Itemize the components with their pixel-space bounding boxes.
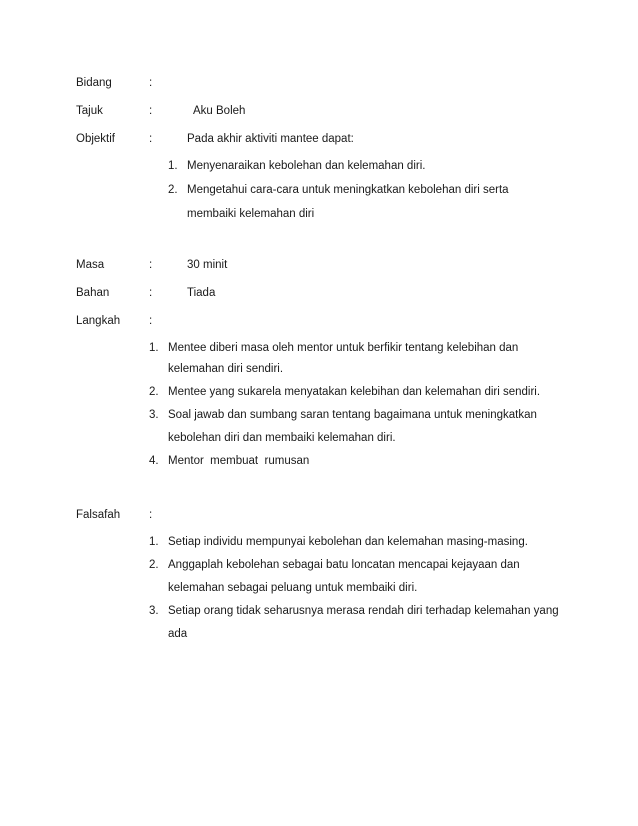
list-text: Menyenaraikan kebolehan dan kelemahan diri. <box>187 160 426 172</box>
field-langkah <box>0 313 638 329</box>
langkah-colon: : <box>149 315 153 327</box>
list-text: kelemahan sebagai peluang untuk membaiki diri. <box>168 582 418 594</box>
bidang-label: Bidang <box>76 77 112 89</box>
list-number: 1. <box>149 536 159 548</box>
bahan-value: Tiada <box>187 287 216 299</box>
field-bidang <box>0 75 638 91</box>
list-item <box>0 603 638 619</box>
list-number: 3. <box>149 409 159 421</box>
list-item <box>0 557 638 573</box>
bahan-colon: : <box>149 287 153 299</box>
masa-value: 30 minit <box>187 259 228 271</box>
field-objektif <box>0 131 638 147</box>
field-falsafah <box>0 507 638 523</box>
list-text: membaiki kelemahan diri <box>187 208 315 220</box>
list-item-continuation <box>0 206 638 222</box>
list-text: ada <box>168 628 188 640</box>
list-text: Mentor membuat rumusan <box>168 455 310 467</box>
list-item <box>0 384 638 400</box>
list-text: kelemahan diri sendiri. <box>168 363 284 375</box>
list-text: kebolehan diri dan membaiki kelemahan diri. <box>168 432 396 444</box>
list-item <box>0 453 638 469</box>
list-item <box>0 182 638 198</box>
list-text: Mentee diberi masa oleh mentor untuk berfikir tentang kelebihan dan <box>168 342 519 354</box>
masa-label: Masa <box>76 259 105 271</box>
list-text: Setiap orang tidak seharusnya merasa rendah diri terhadap kelemahan yang <box>168 605 559 617</box>
tajuk-colon: : <box>149 105 153 117</box>
list-text: Mengetahui cara-cara untuk meningkatkan kebolehan diri serta <box>187 184 509 196</box>
list-number: 1. <box>149 342 159 354</box>
list-item-continuation <box>0 580 638 596</box>
list-item-continuation <box>0 430 638 446</box>
list-item <box>0 407 638 423</box>
list-item <box>0 340 638 356</box>
list-number: 2. <box>168 184 178 196</box>
tajuk-value: Aku Boleh <box>193 105 246 117</box>
list-item-continuation <box>0 626 638 642</box>
field-masa <box>0 257 638 273</box>
falsafah-label: Falsafah <box>76 509 121 521</box>
field-bahan <box>0 285 638 301</box>
list-text: Setiap individu mempunyai kebolehan dan kelemahan masing-masing. <box>168 536 528 548</box>
bahan-label: Bahan <box>76 287 110 299</box>
list-text: Soal jawab dan sumbang saran tentang bagaimana untuk meningkatkan <box>168 409 537 421</box>
list-number: 2. <box>149 559 159 571</box>
list-number: 1. <box>168 160 178 172</box>
list-number: 3. <box>149 605 159 617</box>
list-text: Anggaplah kebolehan sebagai batu loncatan mencapai kejayaan dan <box>168 559 520 571</box>
tajuk-label: Tajuk <box>76 105 103 117</box>
list-number: 4. <box>149 455 159 467</box>
list-item-continuation <box>0 361 638 377</box>
masa-colon: : <box>149 259 153 271</box>
langkah-label: Langkah <box>76 315 121 327</box>
list-item <box>0 534 638 550</box>
objektif-value: Pada akhir aktiviti mantee dapat: <box>187 133 354 145</box>
list-number: 2. <box>149 386 159 398</box>
objektif-colon: : <box>149 133 153 145</box>
falsafah-colon: : <box>149 509 153 521</box>
bidang-colon: : <box>149 77 153 89</box>
list-item <box>0 158 638 174</box>
list-text: Mentee yang sukarela menyatakan kelebihan dan kelemahan diri sendiri. <box>168 386 541 398</box>
field-tajuk <box>0 103 638 119</box>
objektif-label: Objektif <box>76 133 115 145</box>
